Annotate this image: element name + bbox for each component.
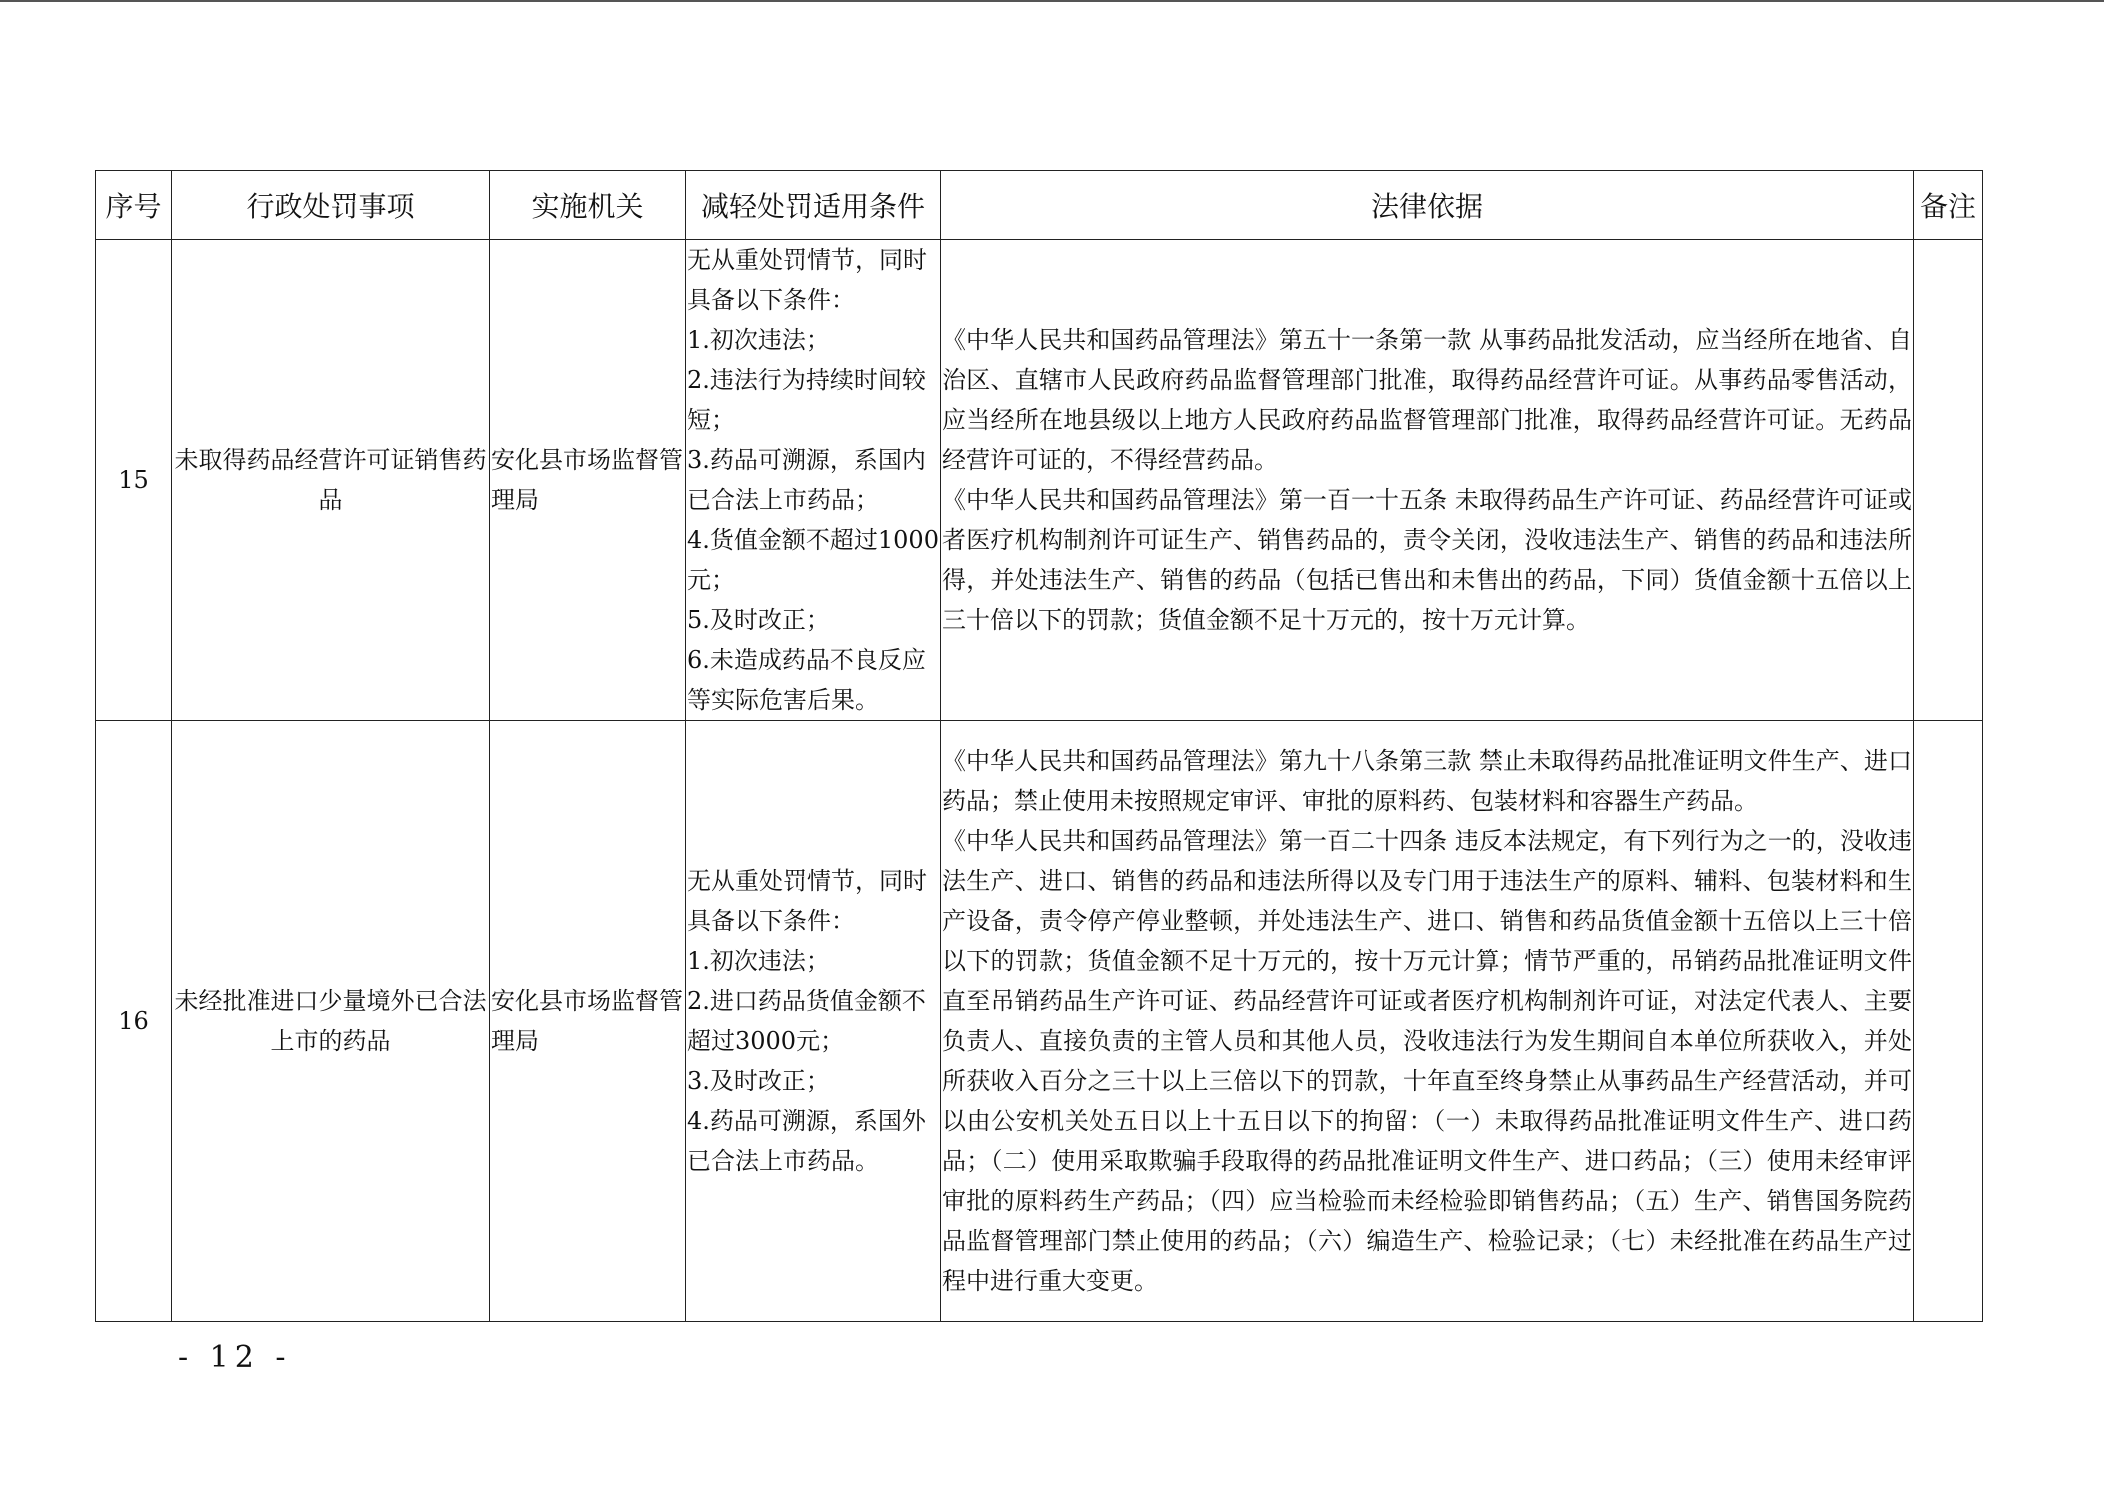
penalty-item: 未经批准进口少量境外已合法上市的药品 <box>172 721 490 1322</box>
penalty-item: 未取得药品经营许可证销售药品 <box>172 240 490 721</box>
legal-basis-paragraph: 《中华人民共和国药品管理法》第一百二十四条 违反本法规定，有下列行为之一的，没收违法生产、进口、销售的药品和违法所得以及专门用于违法生产的原料、辅料、包装材料和生产设备，责令停产停业整顿，并处违法生产、进口、销售和药品货值金额十五倍以上三十倍以下的罚款；货值金额不足十万元的，按十万元计算；情节严重的，吊销药品批准证明文件直至吊销药品生产许可证、药品经营许可证或者医疗机构制剂许可证，对法定代表人、主要负责人、直接负责的主管人员和其他人员，没收违法行为发生期间自本单位所获收入，并处所获收入百分之三十以上三倍以下的罚款，十年直至终身禁止从事药品生产经营活动，并可以由公安机关处五日以上十五日以下的拘留：（一）未取得药品批准证明文件生产、进口药品；（二）使用采取欺骗手段取得的药品批准证明文件生产、进口药品；（三）使用未经审评审批的原料药生产药品；（四）应当检验而未经检验即销售药品；（五）生产、销售国务院药品监督管理部门禁止使用的药品；（六）编造生产、检验记录；（七）未经批准在药品生产过程中进行重大变更。 <box>942 827 1912 1295</box>
condition-line: 3.药品可溯源，系国内已合法上市药品； <box>687 446 926 514</box>
legal-basis-paragraph: 《中华人民共和国药品管理法》第九十八条第三款 禁止未取得药品批准证明文件生产、进口药品；禁止使用未按照规定审评、审批的原料药、包装材料和容器生产药品。 <box>942 747 1912 815</box>
agency: 安化县市场监督管理局 <box>490 721 686 1322</box>
header-remark: 备注 <box>1914 171 1983 240</box>
agency: 安化县市场监督管理局 <box>490 240 686 721</box>
condition-line: 6.未造成药品不良反应等实际危害后果。 <box>687 646 926 714</box>
condition-line: 1.初次违法； <box>687 326 830 354</box>
header-item: 行政处罚事项 <box>172 171 490 240</box>
row-number: 16 <box>96 721 172 1322</box>
legal-basis-paragraph: 《中华人民共和国药品管理法》第五十一条第一款 从事药品批发活动，应当经所在地省、自治区、直辖市人民政府药品监督管理部门批准，取得药品经营许可证。从事药品零售活动，应当经所在地县级以上地方人民政府药品监督管理部门批准，取得药品经营许可证。无药品经营许可证的，不得经营药品。 <box>942 326 1912 474</box>
header-law: 法律依据 <box>941 171 1914 240</box>
condition-line: 5.及时改正； <box>687 606 830 634</box>
table-row <box>96 721 1983 1322</box>
page-number: - 12 - <box>178 1340 292 1375</box>
remark-cell <box>1914 721 1983 1322</box>
penalty-table <box>95 170 1983 1322</box>
header-conditions: 减轻处罚适用条件 <box>686 171 941 240</box>
header-agency: 实施机关 <box>490 171 686 240</box>
condition-line: 2.违法行为持续时间较短； <box>687 366 926 434</box>
condition-line: 4.货值金额不超过1000元； <box>687 526 939 594</box>
condition-line: 无从重处罚情节，同时具备以下条件： <box>687 867 927 935</box>
condition-line: 3.及时改正； <box>687 1067 830 1095</box>
header-num: 序号 <box>96 171 172 240</box>
conditions-cell <box>686 721 941 1322</box>
condition-line: 4.药品可溯源，系国外已合法上市药品。 <box>687 1107 926 1175</box>
conditions-cell <box>686 240 941 721</box>
condition-line: 无从重处罚情节，同时具备以下条件： <box>687 246 927 314</box>
legal-basis-cell <box>941 721 1914 1322</box>
legal-basis-paragraph: 《中华人民共和国药品管理法》第一百一十五条 未取得药品生产许可证、药品经营许可证或者医疗机构制剂许可证生产、销售药品的，责令关闭，没收违法生产、销售的药品和违法所得，并处违法生产、销售的药品（包括已售出和未售出的药品，下同）货值金额十五倍以上三十倍以下的罚款；货值金额不足十万元的，按十万元计算。 <box>942 486 1912 634</box>
remark-cell <box>1914 240 1983 721</box>
row-number: 15 <box>96 240 172 721</box>
condition-line: 1.初次违法； <box>687 947 830 975</box>
condition-line: 2.进口药品货值金额不超过3000元； <box>687 987 926 1055</box>
table-header-row <box>96 171 1983 240</box>
table-row <box>96 240 1983 721</box>
top-border-line <box>0 0 2104 2</box>
legal-basis-cell <box>941 240 1914 721</box>
